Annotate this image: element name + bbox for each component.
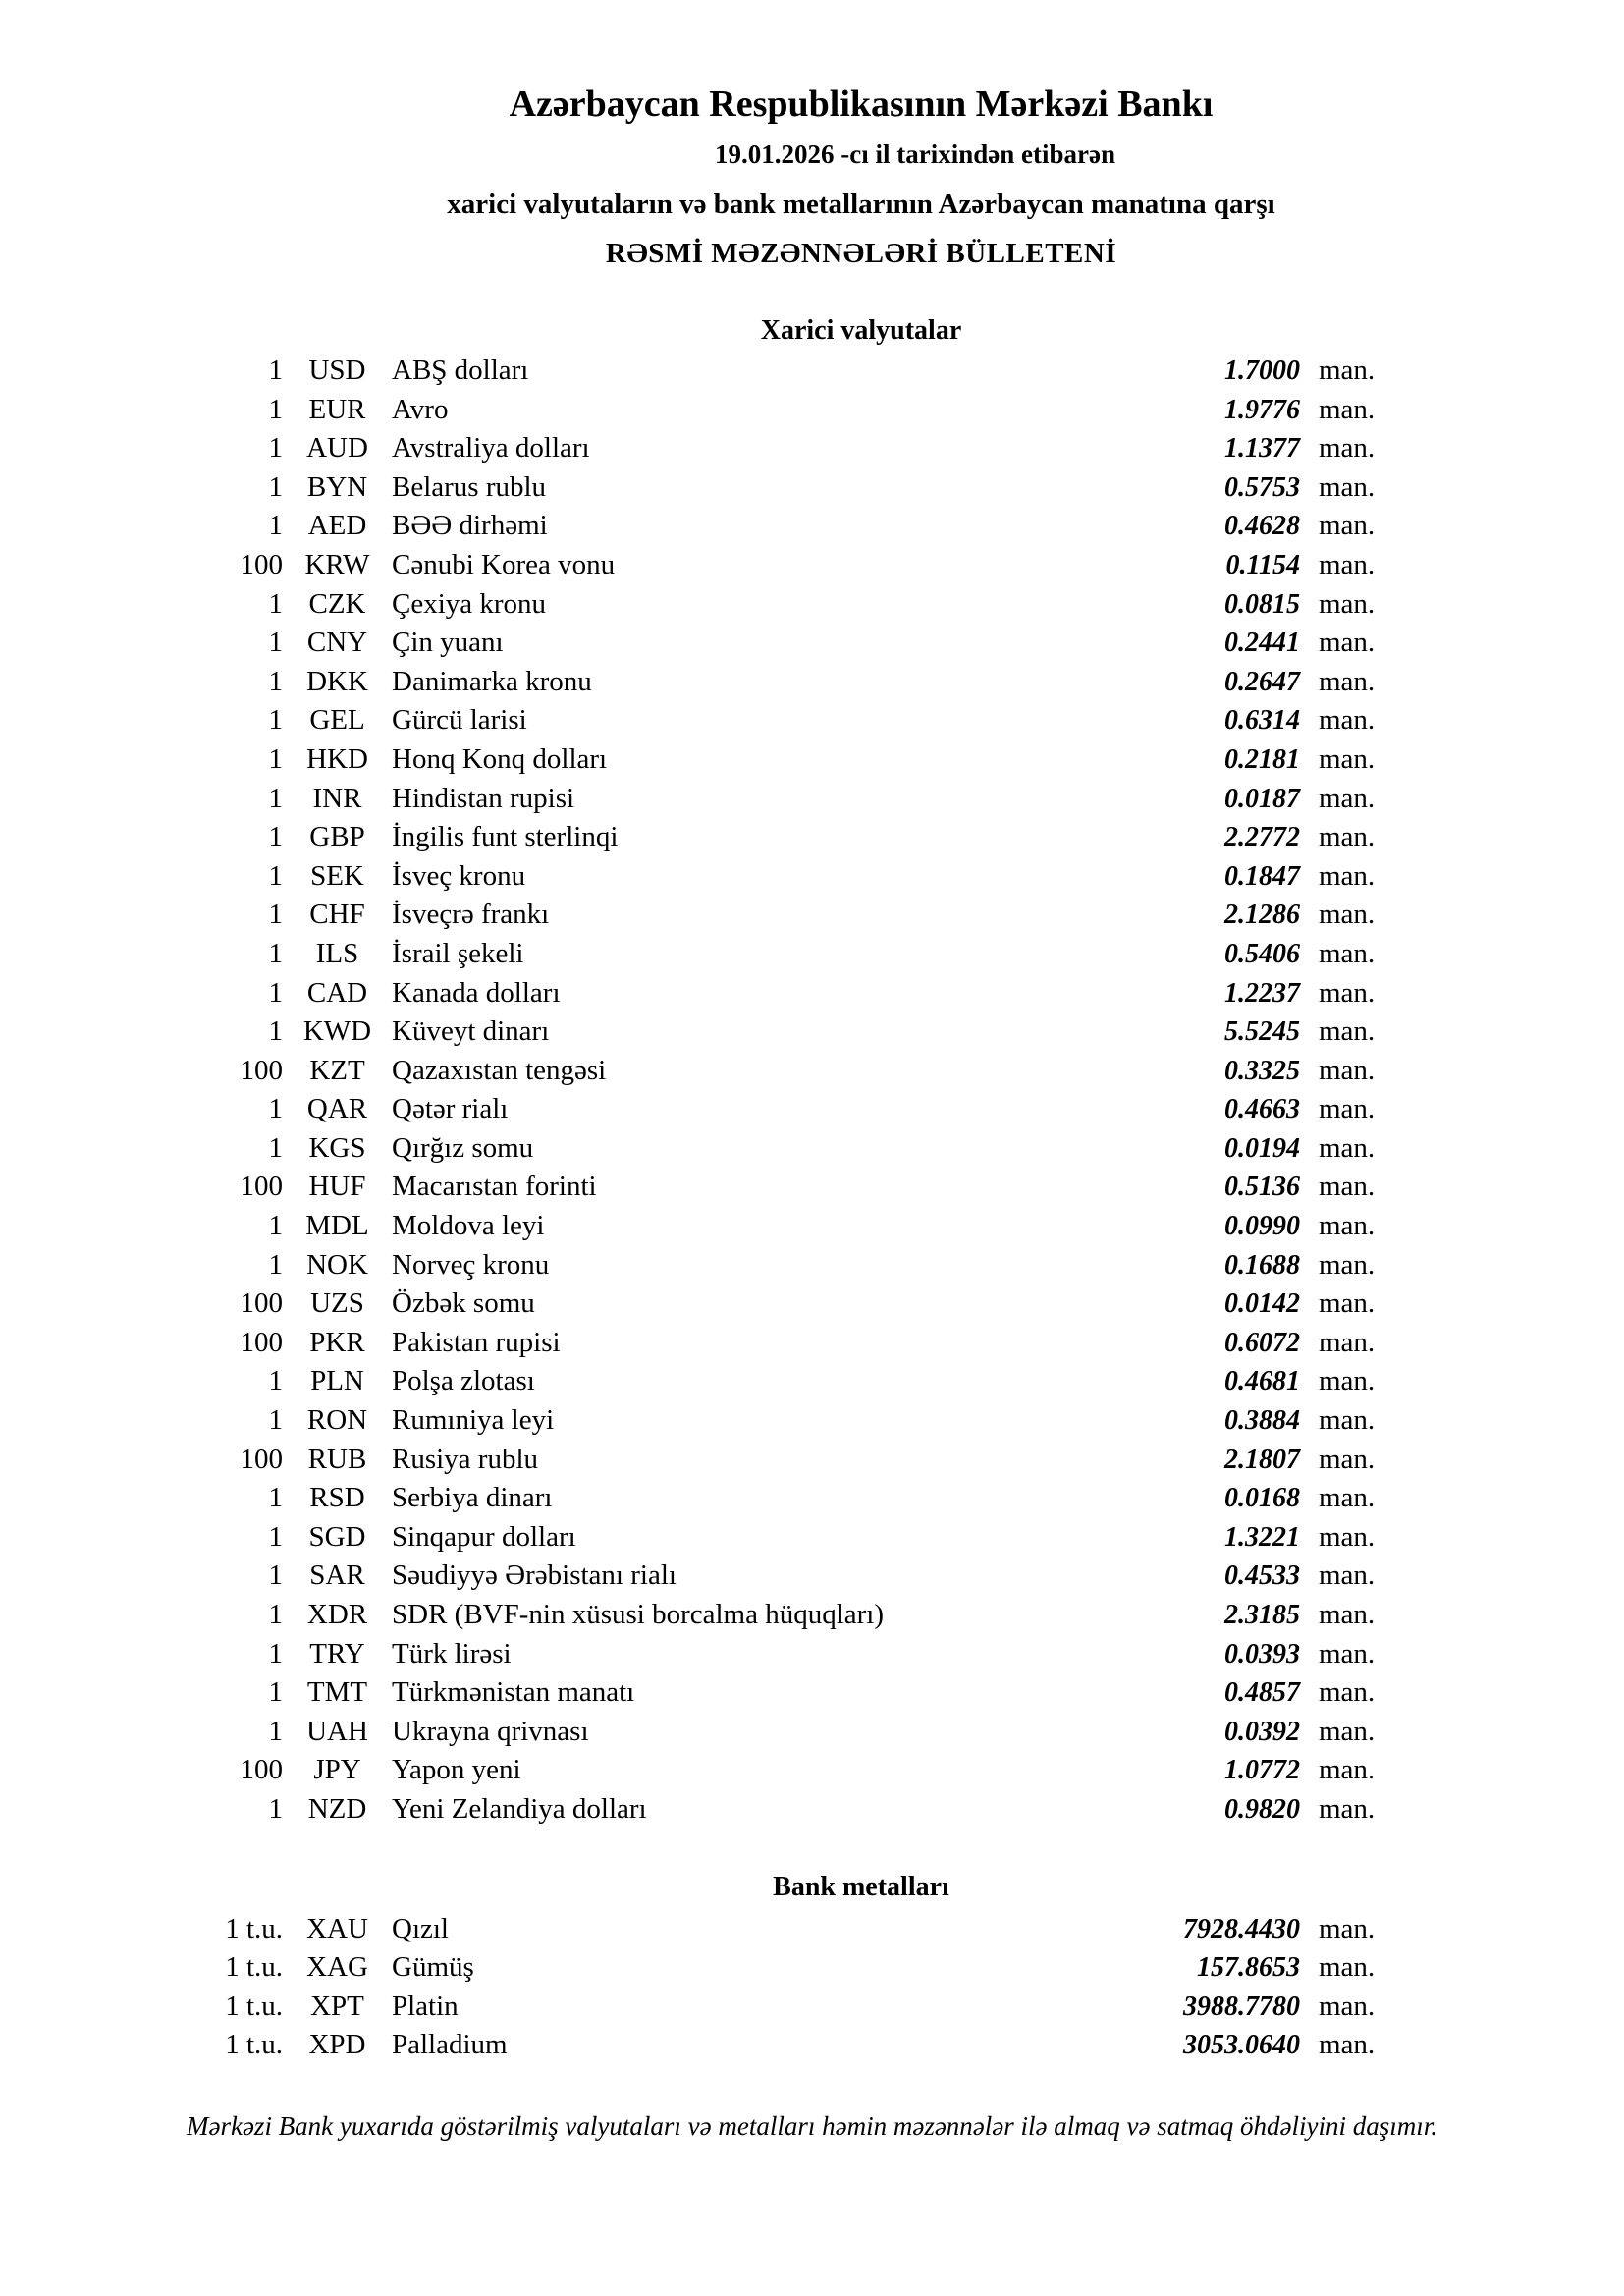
currency-name: İsveçrə frankı (392, 899, 550, 931)
manat-unit-label: man. (1319, 1054, 1376, 1086)
currency-rate: 1.2237 (1224, 977, 1300, 1009)
currency-name: Sinqapur dolları (392, 1520, 576, 1553)
currency-code: KWD (302, 1015, 372, 1048)
currency-row (0, 780, 1624, 819)
currency-quantity: 100 (240, 1287, 283, 1320)
currency-quantity: 1 (268, 1404, 283, 1437)
manat-unit-label: man. (1319, 1171, 1376, 1203)
manat-unit-label: man. (1319, 1443, 1376, 1475)
currency-code: MDL (305, 1210, 369, 1242)
currency-rate: 0.4628 (1224, 511, 1300, 542)
currency-quantity: 100 (240, 1171, 283, 1203)
currency-code: TRY (309, 1637, 365, 1669)
currency-row (0, 391, 1624, 430)
currency-row (0, 1596, 1624, 1635)
currency-row (0, 935, 1624, 974)
manat-unit-label: man. (1319, 1912, 1376, 1944)
metal-quantity: 1 t.u. (225, 2029, 283, 2061)
currency-code: HKD (306, 742, 368, 775)
manat-unit-label: man. (1319, 899, 1376, 931)
currency-code: KZT (309, 1054, 365, 1086)
currency-name: Hindistan rupisi (392, 782, 575, 814)
currencies-table (0, 352, 1624, 1830)
currency-rate: 0.0142 (1224, 1288, 1300, 1320)
currency-row (0, 468, 1624, 508)
currency-code: DKK (306, 665, 368, 697)
currency-code: KRW (304, 548, 370, 580)
currency-row (0, 585, 1624, 625)
manat-unit-label: man. (1319, 1326, 1376, 1358)
currency-quantity: 1 (268, 1093, 283, 1125)
currency-quantity: 1 (268, 470, 283, 503)
currency-row (0, 1713, 1624, 1752)
manat-unit-label: man. (1319, 1093, 1376, 1125)
currency-quantity: 1 (268, 1365, 283, 1397)
currency-row (0, 1518, 1624, 1558)
currency-code: USD (308, 355, 366, 386)
currency-rate: 2.2772 (1224, 822, 1300, 853)
currency-rate: 0.1847 (1224, 860, 1300, 892)
currency-code: XDR (306, 1599, 368, 1630)
currency-name: Pakistan rupisi (392, 1326, 561, 1358)
manat-unit-label: man. (1319, 1951, 1376, 1984)
currency-rate: 0.0393 (1224, 1638, 1300, 1669)
manat-unit-label: man. (1319, 937, 1376, 969)
currency-quantity: 1 (268, 742, 283, 775)
currency-quantity: 1 (268, 1482, 283, 1514)
metals-table (0, 1910, 1624, 2065)
currency-code: EUR (308, 393, 366, 425)
currency-name: Danimarka kronu (392, 665, 592, 697)
currency-row (0, 1168, 1624, 1207)
manat-unit-label: man. (1319, 1131, 1376, 1164)
currency-name: Rumıniya leyi (392, 1404, 555, 1437)
currency-row (0, 663, 1624, 702)
currency-row (0, 857, 1624, 897)
currency-rate: 0.3884 (1224, 1405, 1300, 1437)
manat-unit-label: man. (1319, 510, 1376, 542)
currency-quantity: 1 (268, 1248, 283, 1281)
manat-unit-label: man. (1319, 1015, 1376, 1048)
currency-quantity: 1 (268, 1015, 283, 1048)
manat-unit-label: man. (1319, 1792, 1376, 1825)
currency-name: Belarus rublu (392, 470, 547, 503)
currency-rate: 0.0168 (1224, 1483, 1300, 1514)
currency-quantity: 1 (268, 1676, 283, 1709)
manat-unit-label: man. (1319, 821, 1376, 853)
currency-rate: 0.2441 (1224, 628, 1300, 659)
currency-name: İngilis funt sterlinqi (392, 821, 619, 853)
currency-code: JPY (313, 1754, 361, 1786)
currency-rate: 0.5136 (1224, 1172, 1300, 1203)
currency-row (0, 740, 1624, 780)
currency-code: CAD (306, 976, 368, 1009)
currency-row (0, 1751, 1624, 1790)
manat-unit-label: man. (1319, 627, 1376, 659)
currency-name: Norveç kronu (392, 1248, 550, 1281)
metal-row (0, 1948, 1624, 1988)
currency-name: Avstraliya dolları (392, 432, 590, 465)
manat-unit-label: man. (1319, 1482, 1376, 1514)
currency-row (0, 1246, 1624, 1285)
currency-quantity: 1 (268, 587, 283, 620)
currency-rate: 0.3325 (1224, 1055, 1300, 1086)
currency-row (0, 429, 1624, 468)
currency-row (0, 1285, 1624, 1324)
currency-code: INR (312, 782, 362, 814)
currency-row (0, 1635, 1624, 1674)
document-header (0, 84, 1624, 269)
manat-unit-label: man. (1319, 1248, 1376, 1281)
manat-unit-label: man. (1319, 1520, 1376, 1553)
manat-unit-label: man. (1319, 1754, 1376, 1786)
currency-name: Qırğız somu (392, 1131, 534, 1164)
currency-code: CHF (309, 899, 365, 931)
currency-quantity: 1 (268, 355, 283, 386)
manat-unit-label: man. (1319, 355, 1376, 386)
currency-quantity: 1 (268, 1599, 283, 1630)
metal-name: Platin (392, 1990, 459, 2022)
currency-code: AED (307, 510, 367, 542)
currency-name: Gürcü larisi (392, 704, 527, 737)
metals-section-title: Bank metalları (773, 1871, 949, 1902)
currency-rate: 1.7000 (1224, 355, 1300, 386)
currency-row (0, 1673, 1624, 1713)
manat-unit-label: man. (1319, 2029, 1376, 2061)
manat-unit-label: man. (1319, 1365, 1376, 1397)
currency-row (0, 546, 1624, 585)
metal-quantity: 1 t.u. (225, 1951, 283, 1984)
currency-row (0, 818, 1624, 857)
currency-name: Qətər rialı (392, 1093, 509, 1125)
currency-rate: 0.5406 (1224, 938, 1300, 969)
currency-code: UAH (306, 1715, 368, 1747)
currency-code: CNY (306, 627, 368, 659)
currency-name: Serbiya dinarı (392, 1482, 553, 1514)
currency-row (0, 896, 1624, 935)
currency-name: Türk lirəsi (392, 1637, 512, 1669)
currency-row (0, 352, 1624, 391)
currency-name: Səudiyyə Ərəbistanı rialı (392, 1559, 677, 1592)
currency-rate: 0.4681 (1224, 1366, 1300, 1397)
currency-code: QAR (306, 1093, 368, 1125)
currency-code: UZS (310, 1287, 364, 1320)
currency-quantity: 1 (268, 432, 283, 465)
currency-code: ILS (315, 937, 359, 969)
currency-code: AUD (306, 432, 368, 465)
currency-code: SGD (308, 1520, 366, 1553)
currency-rate: 1.3221 (1224, 1521, 1300, 1553)
currency-row (0, 701, 1624, 740)
currency-row (0, 1052, 1624, 1091)
currency-name: Yeni Zelandiya dolları (392, 1792, 647, 1825)
currency-code: RUB (307, 1443, 367, 1475)
currency-rate: 0.1688 (1224, 1249, 1300, 1281)
currencies-section-title: Xarici valyutalar (760, 315, 962, 346)
currency-row (0, 1790, 1624, 1830)
currency-rate: 0.9820 (1224, 1793, 1300, 1825)
currency-rate: 0.0990 (1224, 1211, 1300, 1242)
metal-name: Qızıl (392, 1912, 449, 1944)
currency-rate: 2.3185 (1224, 1600, 1300, 1630)
currency-rate: 2.1286 (1224, 900, 1300, 931)
currency-rate: 0.4857 (1224, 1677, 1300, 1709)
currency-name: Kanada dolları (392, 976, 561, 1009)
currency-name: Çin yuanı (392, 627, 504, 659)
currency-quantity: 1 (268, 899, 283, 931)
metal-quantity: 1 t.u. (225, 1990, 283, 2022)
manat-unit-label: man. (1319, 1599, 1376, 1630)
currency-quantity: 100 (240, 1326, 283, 1358)
manat-unit-label: man. (1319, 548, 1376, 580)
currency-row (0, 1401, 1624, 1441)
currency-row (0, 1207, 1624, 1246)
metal-row (0, 1910, 1624, 1949)
manat-unit-label: man. (1319, 1404, 1376, 1437)
manat-unit-label: man. (1319, 587, 1376, 620)
manat-unit-label: man. (1319, 1637, 1376, 1669)
currency-code: HUF (308, 1171, 366, 1203)
manat-unit-label: man. (1319, 1990, 1376, 2022)
currency-quantity: 1 (268, 1131, 283, 1164)
currency-row (0, 1324, 1624, 1363)
currency-quantity: 1 (268, 665, 283, 697)
currency-code: SAR (309, 1559, 365, 1592)
currency-quantity: 1 (268, 1210, 283, 1242)
currency-name: Moldova leyi (392, 1210, 545, 1242)
currency-rate: 0.0815 (1224, 588, 1300, 620)
currency-quantity: 100 (240, 1443, 283, 1475)
metal-code: XPT (310, 1990, 364, 2022)
manat-unit-label: man. (1319, 1559, 1376, 1592)
currency-quantity: 1 (268, 782, 283, 814)
effective-date-line: 19.01.2026 -cı il tarixindən etibarən (715, 139, 1115, 169)
currency-row (0, 624, 1624, 663)
currency-code: SEK (310, 859, 364, 892)
currency-rate: 0.2181 (1224, 743, 1300, 775)
currency-quantity: 1 (268, 1559, 283, 1592)
currency-name: Çexiya kronu (392, 587, 547, 620)
disclaimer-text: Mərkəzi Bank yuxarıda göstərilmiş valyutaları və metalları həmin məzənnələr ilə almaq və satmaq öhdəliyini daşımır. (186, 2110, 1437, 2141)
currency-code: KGS (308, 1131, 366, 1164)
currency-rate: 0.6072 (1224, 1327, 1300, 1358)
manat-unit-label: man. (1319, 1676, 1376, 1709)
currency-code: BYN (306, 470, 368, 503)
currency-rate: 0.5753 (1224, 471, 1300, 503)
currency-quantity: 1 (268, 821, 283, 853)
metal-code: XAU (306, 1912, 368, 1944)
currency-quantity: 1 (268, 937, 283, 969)
currency-rate: 0.0194 (1224, 1132, 1300, 1164)
currency-name: Honq Konq dolları (392, 742, 608, 775)
currency-name: Özbək somu (392, 1287, 535, 1320)
currency-rate: 0.4663 (1224, 1094, 1300, 1125)
currency-row (0, 1557, 1624, 1596)
manat-unit-label: man. (1319, 976, 1376, 1009)
currency-code: GBP (309, 821, 365, 853)
metal-row (0, 1988, 1624, 2027)
currency-name: ABŞ dolları (392, 355, 529, 386)
currency-rate: 0.6314 (1224, 705, 1300, 737)
metal-code: XPD (308, 2029, 366, 2061)
currency-name: İsrail şekeli (392, 937, 524, 969)
currency-row (0, 1441, 1624, 1480)
metal-rate: 3053.0640 (1183, 2030, 1300, 2061)
currency-code: RSD (309, 1482, 365, 1514)
manat-unit-label: man. (1319, 859, 1376, 892)
manat-unit-label: man. (1319, 393, 1376, 425)
currency-quantity: 1 (268, 859, 283, 892)
bulletin-title: RƏSMİ MƏZƏNNƏLƏRİ BÜLLETENİ (605, 238, 1117, 269)
metal-name: Gümüş (392, 1951, 474, 1984)
currency-rate: 0.2647 (1224, 666, 1300, 697)
manat-unit-label: man. (1319, 704, 1376, 737)
currency-name: Macarıstan forinti (392, 1171, 597, 1203)
subtitle-line: xarici valyutaların və bank metallarının Azərbaycan manatına qarşı (447, 189, 1275, 220)
currency-rate: 0.1154 (1225, 549, 1300, 580)
currency-row (0, 1012, 1624, 1052)
currency-row (0, 1479, 1624, 1518)
currency-rate: 0.0392 (1224, 1716, 1300, 1747)
manat-unit-label: man. (1319, 665, 1376, 697)
bank-title: Azərbaycan Respublikasının Mərkəzi Bankı (509, 83, 1214, 125)
currency-name: Küveyt dinarı (392, 1015, 550, 1048)
manat-unit-label: man. (1319, 1287, 1376, 1320)
currency-code: RON (306, 1404, 368, 1437)
metal-row (0, 2026, 1624, 2065)
manat-unit-label: man. (1319, 1210, 1376, 1242)
metal-quantity: 1 t.u. (225, 1912, 283, 1944)
currency-name: Yapon yeni (392, 1754, 521, 1786)
currency-quantity: 1 (268, 704, 283, 737)
currency-quantity: 100 (240, 548, 283, 580)
currency-quantity: 100 (240, 1054, 283, 1086)
manat-unit-label: man. (1319, 782, 1376, 814)
currency-name: Rusiya rublu (392, 1443, 539, 1475)
metal-rate: 3988.7780 (1183, 1991, 1300, 2022)
currency-name: Polşa zlotası (392, 1365, 535, 1397)
currency-rate: 0.0187 (1224, 783, 1300, 814)
manat-unit-label: man. (1319, 432, 1376, 465)
currency-row (0, 1129, 1624, 1169)
manat-unit-label: man. (1319, 742, 1376, 775)
currency-name: Cənubi Korea vonu (392, 548, 616, 580)
currency-name: Avro (392, 393, 449, 425)
currency-name: İsveç kronu (392, 859, 526, 892)
manat-unit-label: man. (1319, 470, 1376, 503)
currency-name: Ukrayna qrivnası (392, 1715, 589, 1747)
currency-code: GEL (309, 704, 365, 737)
currency-row (0, 1362, 1624, 1401)
metal-name: Palladium (392, 2029, 508, 2061)
currency-code: CZK (308, 587, 366, 620)
currency-code: PKR (309, 1326, 365, 1358)
currency-code: PLN (310, 1365, 364, 1397)
metal-code: XAG (306, 1951, 368, 1984)
currency-quantity: 1 (268, 1520, 283, 1553)
currency-name: BƏƏ dirhəmi (392, 510, 548, 542)
currency-quantity: 1 (268, 1637, 283, 1669)
metal-rate: 7928.4430 (1183, 1913, 1300, 1944)
currency-rate: 5.5245 (1224, 1016, 1300, 1048)
currency-quantity: 1 (268, 627, 283, 659)
currency-row (0, 507, 1624, 546)
currency-rate: 2.1807 (1224, 1444, 1300, 1475)
currency-rate: 1.1377 (1224, 433, 1300, 465)
currency-row (0, 1090, 1624, 1129)
currency-quantity: 100 (240, 1754, 283, 1786)
currency-rate: 1.9776 (1224, 394, 1300, 425)
currency-quantity: 1 (268, 1792, 283, 1825)
currency-quantity: 1 (268, 393, 283, 425)
currency-code: NZD (307, 1792, 367, 1825)
currency-rate: 1.0772 (1224, 1755, 1300, 1786)
manat-unit-label: man. (1319, 1715, 1376, 1747)
metal-rate: 157.8653 (1197, 1952, 1300, 1984)
currency-quantity: 1 (268, 510, 283, 542)
currency-quantity: 1 (268, 1715, 283, 1747)
currency-code: NOK (306, 1248, 368, 1281)
currency-name: SDR (BVF-nin xüsusi borcalma hüquqları) (392, 1599, 885, 1630)
currency-row (0, 974, 1624, 1013)
currency-code: TMT (306, 1676, 368, 1709)
currency-name: Türkmənistan manatı (392, 1676, 635, 1709)
currency-name: Qazaxıstan tengəsi (392, 1054, 607, 1086)
currency-rate: 0.4533 (1224, 1560, 1300, 1592)
currency-quantity: 1 (268, 976, 283, 1009)
